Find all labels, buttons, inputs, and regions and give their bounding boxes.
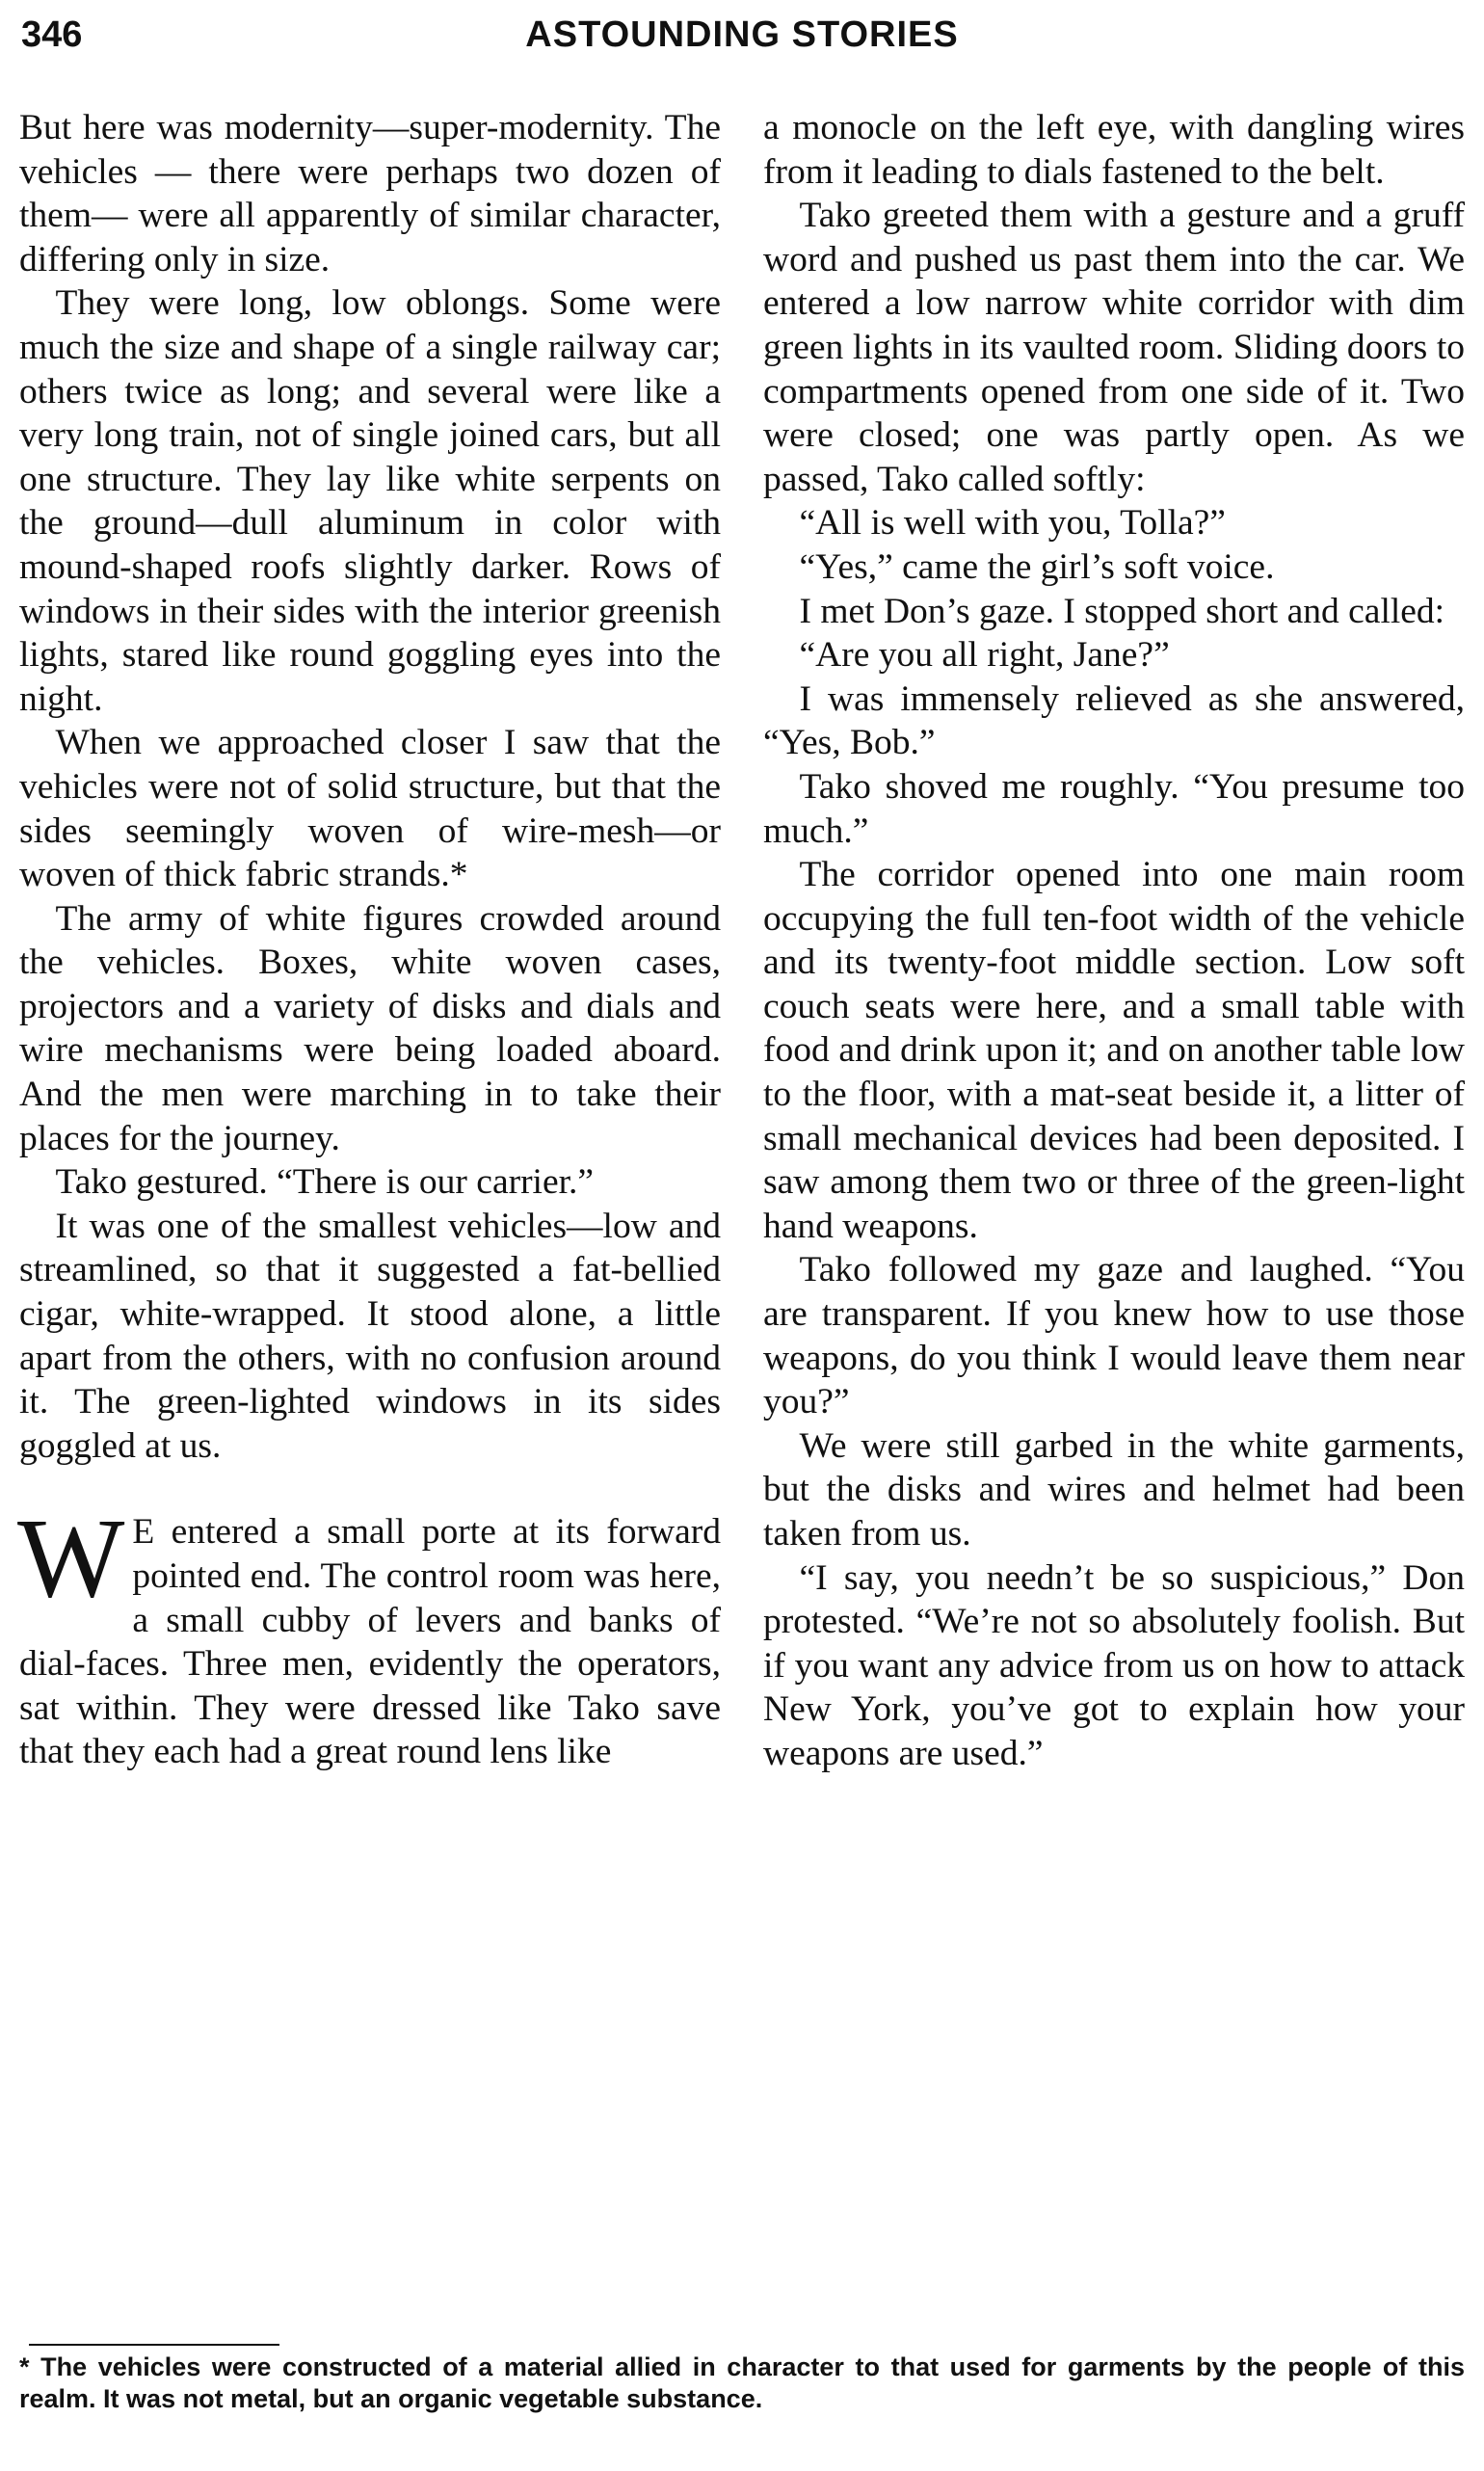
paragraph-continuation: a monocle on the left eye, with dangling wires from it leading to dials fastened to the belt. bbox=[763, 108, 1465, 192]
paragraph: Tako greeted them with a gesture and a gruff word and pushed us past them into the car. We entered a low narrow white corridor with dim green lights in its vaulted room. Sliding doors to compartments opened from one side of it. Two were closed; one was partly open. As we passed, Tako called softly: bbox=[763, 196, 1465, 499]
left-column bbox=[19, 106, 721, 1774]
page-number: 346 bbox=[21, 14, 83, 55]
paragraph: But here was modernity—super-modernity. The vehicles — there were perhaps two dozen of them— were all apparently of similar character, differing only in size. bbox=[19, 108, 721, 279]
section-opening-paragraph bbox=[17, 1495, 721, 1774]
footnote: * The vehicles were constructed of a material allied in character to that used for garments by the people of this realm. It was not metal, but an organic vegetable substance. bbox=[19, 2352, 1465, 2413]
section-text: E entered a small porte at its forward pointed end. The control room was here, a small cubby of levers and banks of dial-faces. Three men, evidently the operators, sat within. They were dressed like Tako save that they each had a great round lens like bbox=[19, 1512, 721, 1772]
page-header bbox=[13, 10, 1471, 60]
paragraph: Tako gestured. “There is our carrier.” bbox=[55, 1162, 595, 1203]
paragraph: When we approached closer I saw that the vehicles were not of solid structure, but that the sides seemingly woven of wire-mesh—or woven of thick fabric strands.* bbox=[19, 723, 721, 895]
paragraph: I met Don’s gaze. I stopped short and called: bbox=[799, 591, 1445, 631]
paragraph: The corridor opened into one main room occupying the full ten-foot width of the vehicle and its twenty-foot middle section. Low soft couch seats were here, and a small table with food and drink upon it; and on another table low to the floor, with a mat-seat beside it, a litter of small mechanical devices had been deposited. I saw among them two or three of the green-light hand weapons. bbox=[763, 855, 1465, 1246]
running-title: ASTOUNDING STORIES bbox=[525, 14, 959, 55]
right-column bbox=[763, 106, 1465, 1776]
paragraph: “All is well with you, Tolla?” bbox=[799, 503, 1226, 544]
paragraph: “I say, you needn’t be so suspicious,” Don protested. “We’re not so absolutely foolish. But if you want any advice from us on how to attack New York, you’ve got to explain how your weapons are used.” bbox=[763, 1557, 1465, 1773]
paragraph: “Yes,” came the girl’s soft voice. bbox=[799, 546, 1275, 587]
paragraph: We were still garbed in the white garments, but the disks and wires and helmet had been taken from us. bbox=[763, 1425, 1465, 1554]
paragraph: “Are you all right, Jane?” bbox=[799, 635, 1170, 676]
paragraph: It was one of the smallest vehicles—low and streamlined, so that it suggested a fat-bellied cigar, white-wrapped. It stood alone, a little apart from the others, with no confusion around it. The green-lighted windows in its sides goggled at us. bbox=[19, 1206, 721, 1466]
footnote-divider bbox=[29, 2344, 279, 2346]
paragraph: They were long, low oblongs. Some were much the size and shape of a single railway car; others twice as long; and several were like a very long train, not of single joined cars, but all one structure. They lay like white serpents on the ground—dull aluminum in color with mound-shaped roofs slightly darker. Rows of windows in their sides with the interior greenish lights, stared like round goggling eyes into the night. bbox=[19, 283, 721, 719]
paragraph: The army of white figures crowded around the vehicles. Boxes, white woven cases, projectors and a variety of disks and dials and wire mechanisms were being loaded aboard. And the men were marching in to take their places for the journey. bbox=[19, 898, 721, 1158]
paragraph: Tako shoved me roughly. “You presume too much.” bbox=[763, 766, 1465, 851]
paragraph: Tako followed my gaze and laughed. “You are transparent. If you knew how to use those weapons, do you think I would leave them near you?” bbox=[763, 1250, 1465, 1422]
drop-cap: W bbox=[17, 1495, 125, 1622]
paragraph: I was immensely relieved as she answered, “Yes, Bob.” bbox=[763, 678, 1465, 763]
